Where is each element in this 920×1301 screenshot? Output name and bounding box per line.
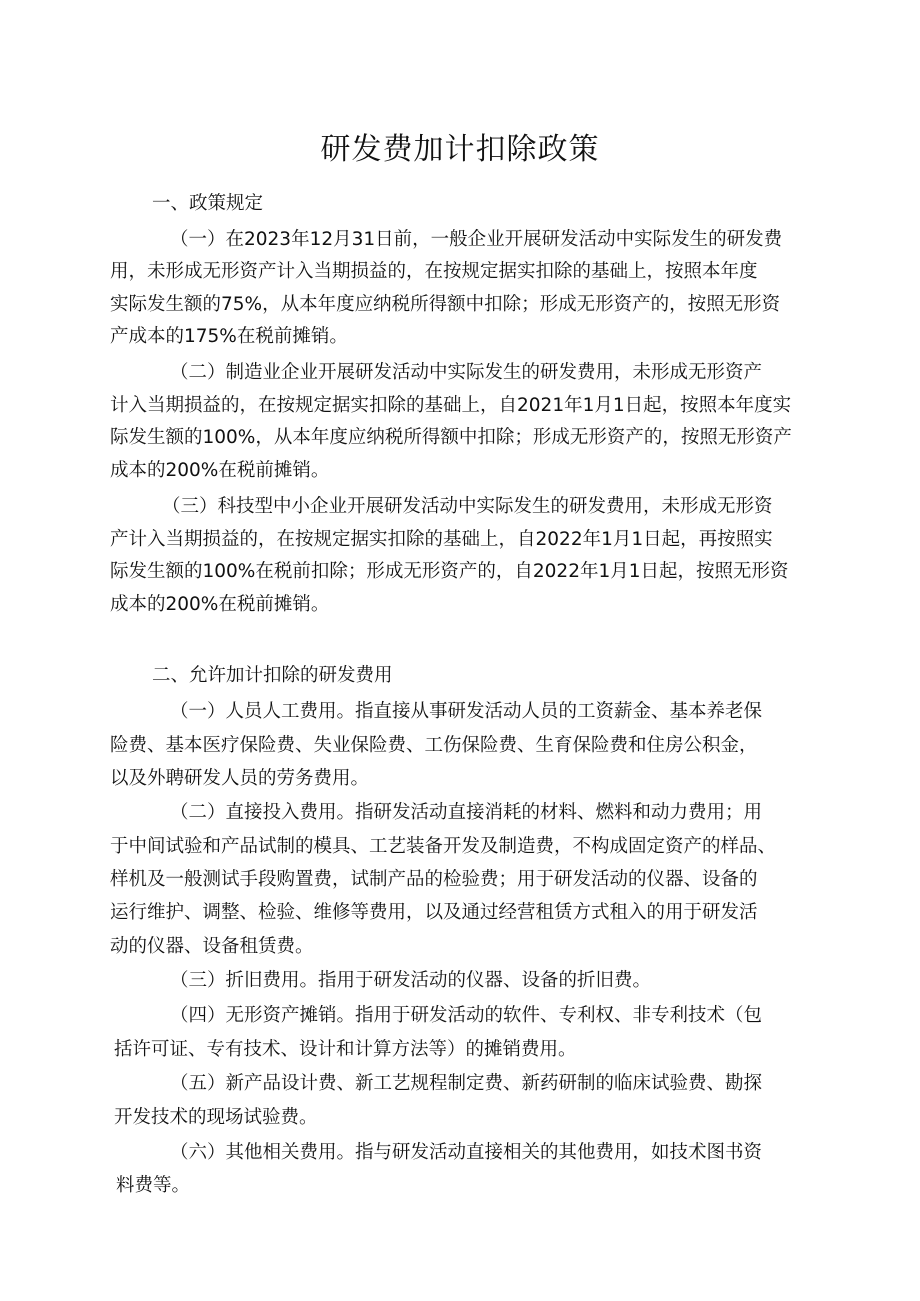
paragraph-line: 成本的200%在税前摊销。 — [110, 460, 330, 481]
paragraph-line: 运行维护、调整、检验、维修等费用，以及通过经营租赁方式租入的用于研发活 — [110, 902, 758, 923]
paragraph-line: 开发技术的现场试验费。 — [114, 1107, 318, 1128]
paragraph-line: （四）无形资产摊销。指用于研发活动的软件、专利权、非专利技术（包 — [170, 1005, 763, 1026]
paragraph-line: 以及外聘研发人员的劳务费用。 — [110, 768, 370, 789]
paragraph-line: 险费、基本医疗保险费、失业保险费、工伤保险费、生育保险费和住房公积金， — [110, 735, 758, 756]
paragraph-line: 于中间试验和产品试制的模具、工艺装备开发及制造费，不构成固定资产的样品、 — [110, 836, 777, 857]
paragraph-line: 用，未形成无形资产计入当期损益的，在按规定据实扣除的基础上，按照本年度 — [110, 261, 758, 282]
paragraph-line: 产计入当期损益的，在按规定据实扣除的基础上，自2022年1月1日起，再按照实 — [110, 529, 773, 550]
paragraph-line: 动的仪器、设备租赁费。 — [110, 936, 314, 957]
paragraph-line: （二）制造业企业开展研发活动中实际发生的研发费用，未形成无形资产 — [170, 362, 763, 383]
paragraph-line: （六）其他相关费用。指与研发活动直接相关的其他费用，如技术图书资 — [170, 1142, 763, 1163]
paragraph-line: 成本的200%在税前摊销。 — [110, 594, 330, 615]
paragraph-line: 括许可证、专有技术、设计和计算方法等）的摊销费用。 — [114, 1039, 577, 1060]
section-heading-policy: 一、政策规定 — [152, 193, 264, 214]
paragraph-line: 际发生额的100%在税前扣除；形成无形资产的，自2022年1月1日起，按照无形资 — [110, 561, 789, 582]
paragraph-line: 料费等。 — [116, 1175, 191, 1196]
paragraph-line: 际发生额的100%，从本年度应纳税所得额中扣除；形成无形资产的，按照无形资产 — [110, 427, 792, 448]
paragraph-line: 样机及一般测试手段购置费，试制产品的检验费；用于研发活动的仪器、设备的 — [110, 869, 758, 890]
paragraph-line: 产成本的175%在税前摊销。 — [110, 326, 348, 347]
paragraph-line: （五）新产品设计费、新工艺规程制定费、新药研制的临床试验费、勘探 — [170, 1073, 763, 1094]
page-title: 研发费加计扣除政策 — [320, 132, 600, 167]
paragraph-line: （三）折旧费用。指用于研发活动的仪器、设备的折旧费。 — [170, 970, 652, 991]
paragraph-line: （一）在2023年12月31日前，一般企业开展研发活动中实际发生的研发费 — [170, 229, 783, 250]
section-heading-expenses: 二、允许加计扣除的研发费用 — [152, 665, 393, 686]
paragraph-line: 计入当期损益的，在按规定据实扣除的基础上，自2021年1月1日起，按照本年度实 — [110, 395, 792, 416]
paragraph-line: （二）直接投入费用。指研发活动直接消耗的材料、燃料和动力费用；用 — [170, 802, 763, 823]
paragraph-line: （三）科技型中小企业开展研发活动中实际发生的研发费用，未形成无形资 — [162, 496, 773, 517]
paragraph-line: （一）人员人工费用。指直接从事研发活动人员的工资薪金、基本养老保 — [170, 701, 763, 722]
paragraph-line: 实际发生额的75%，从本年度应纳税所得额中扣除；形成无形资产的，按照无形资 — [110, 294, 781, 315]
